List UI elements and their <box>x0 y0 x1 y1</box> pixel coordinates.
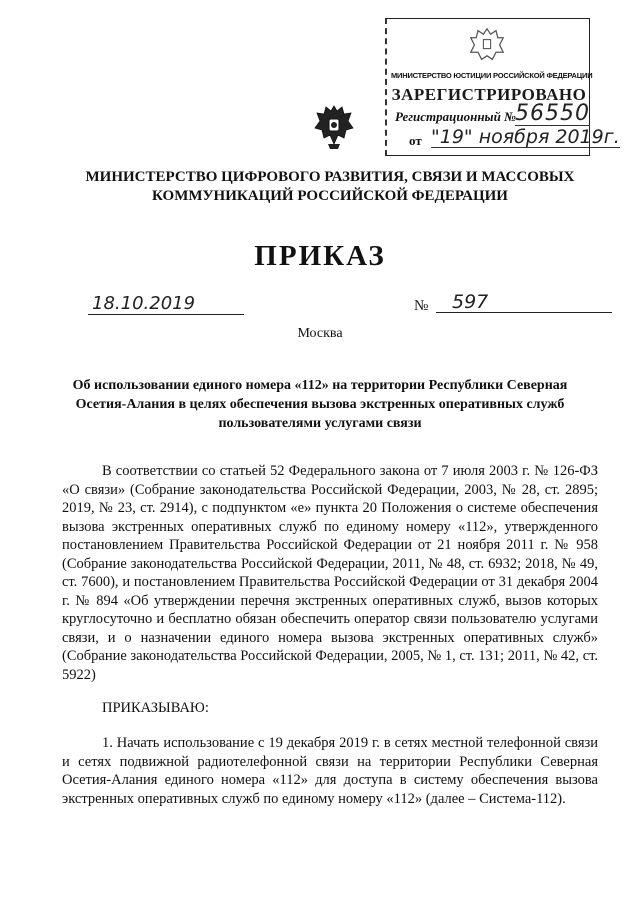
stamp-ministry: МИНИСТЕРСТВО ЮСТИЦИИ РОССИЙСКОЙ ФЕДЕРАЦИИ <box>391 71 593 80</box>
order-word: ПРИКАЗЫВАЮ: <box>102 700 209 716</box>
city: Москва <box>297 326 343 341</box>
coat-of-arms-icon <box>314 104 354 150</box>
stamp-reg-number: 56550 <box>515 101 590 126</box>
stamp-date: "19" ноября 2019г. <box>431 126 620 148</box>
registration-stamp <box>385 18 620 156</box>
preamble-paragraph: В соответствии со статьей 52 Федерального закона от 7 июля 2003 г. № 126-ФЗ «О связи» (Собрание законодательства Российской Федерации, 2003, № 28, ст. 2895; 2019, № 23, ст. 2914), с подпунктом «е» пункта 20 Положения о системе обеспечения вызова экстренных оперативных служб по единому номеру «112», утвержденного постановлением Правительства Российской Федерации от 21 ноября 2011 г. № 958 (Собрание законодательства Российской Федерации, 2011, № 48, ст. 6932; 2018, № 49, ст. 7600), и постановлением Правительства Российской Федерации от 31 декабря 2004 г. № 894 «Об утверждении перечня экстренных оперативных служб, вызов которых круглосуточно и бесплатно обязан обеспечить оператор связи пользователю услугами связи, и о назначении единого номера вызова экстренных оперативных служб» (Собрание законодательства Российской Федерации, 2005, № 1, ст. 131; 2011, № 42, ст. 5922) <box>62 463 598 683</box>
stamp-registered: ЗАРЕГИСТРИРОВАНО <box>391 85 587 104</box>
number-sign: № <box>414 298 429 314</box>
stamp-reg-label: Регистрационный № <box>395 109 516 124</box>
document-type: ПРИКАЗ <box>254 240 386 272</box>
order-date: 18.10.2019 <box>88 294 244 315</box>
order-subject: Об использовании единого номера «112» на территории Республики Северная Осетия-Алания в целях обеспечения вызова экстренных оперативных служб пользователями услугами связи <box>72 378 568 431</box>
ministry-name: МИНИСТЕРСТВО ЦИФРОВОГО РАЗВИТИЯ, СВЯЗИ И МАССОВЫХ КОММУНИКАЦИЙ РОССИЙСКОЙ ФЕДЕРАЦИИ <box>85 169 575 204</box>
coat-of-arms-icon <box>469 25 505 65</box>
item-1-paragraph: 1. Начать использование с 19 декабря 2019 г. в сетях местной телефонной связи и сетях подвижной радиотелефонной связи на территории Республики Северная Осетия-Алания единого номера «112» для доступа в систему обеспечения вызова экстренных оперативных служб по единому номеру «112» (далее – Система-112). <box>62 735 598 807</box>
order-number: 597 <box>436 292 612 313</box>
stamp-date-from: от <box>409 133 422 148</box>
